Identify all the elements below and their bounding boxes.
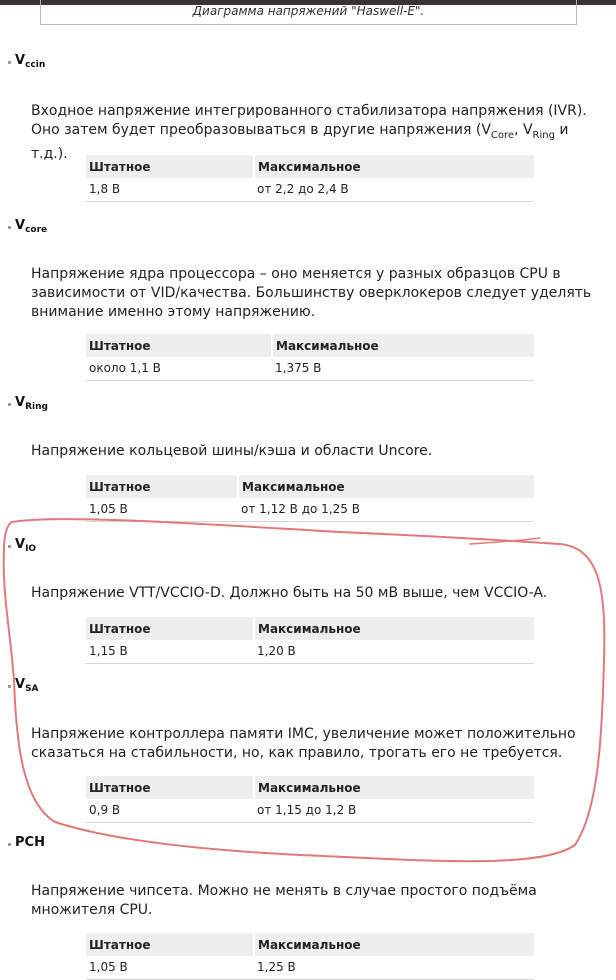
diagram-caption (40, 0, 577, 25)
annotation-stroke-tail (470, 538, 540, 544)
section-title: PCH (15, 835, 45, 850)
section-description: Напряжение контроллера памяти IMC, увеличение может положительно сказаться на стабильности, но, как правило, трогать его не требуется. (31, 726, 576, 761)
header-maximum: Максимальное (254, 933, 534, 956)
standard-value: около 1,1 В (86, 357, 272, 380)
standard-value: 1,15 В (86, 640, 254, 663)
table-row (86, 178, 534, 201)
section-title: $V_{SA}$ (15, 677, 39, 694)
section-title: $V_{IO}$ (15, 537, 37, 554)
table-header-row (86, 334, 534, 357)
bullet-icon (8, 685, 11, 688)
voltage-table (86, 933, 534, 980)
header-standard: Штатное (86, 155, 254, 178)
maximum-value: от 1,12 В до 1,25 В (238, 498, 534, 521)
maximum-value: 1,20 В (254, 640, 534, 663)
header-standard: Штатное (86, 776, 254, 799)
header-maximum: Максимальное (254, 155, 534, 178)
section-title: $V_{ccin}$ (15, 53, 46, 70)
table-row (86, 640, 534, 663)
diagram-caption-text: Диаграмма напряжений "Haswell-E". (192, 4, 425, 18)
maximum-value: 1,375 В (272, 357, 534, 380)
header-standard: Штатное (86, 617, 254, 640)
section-title: $V_{core}$ (15, 218, 48, 235)
bullet-icon (8, 61, 11, 64)
header-maximum: Максимальное (272, 334, 534, 357)
table-header-row (86, 776, 534, 799)
table-header-row (86, 617, 534, 640)
bullet-icon (8, 226, 11, 229)
section-description: Напряжение чипсета. Можно не менять в случае простого подъёма множителя CPU. (31, 883, 537, 918)
table-row (86, 498, 534, 521)
header-maximum: Максимальное (254, 617, 534, 640)
bullet-icon (8, 843, 11, 846)
section-description: Напряжение кольцевой шины/кэша и области Uncore. (31, 443, 433, 459)
table-header-row (86, 933, 534, 956)
voltage-table (86, 617, 534, 664)
table-header-row (86, 475, 534, 498)
section-description: Напряжение ядра процессора – оно меняется у разных образцов CPU в зависимости от VID/качества. Большинству оверклокеров следует уделять внимание именно этому напряжению. (31, 266, 592, 320)
standard-value: 1,8 В (86, 178, 254, 201)
section-description: Входное напряжение интегрированного стабилизатора напряжения (IVR). Оно затем будет преобразовываться в другие напряжения ($V_{Core}$, $V_{Ring}$ и т.д.). (31, 103, 587, 162)
table-row (86, 956, 534, 979)
voltage-table (86, 155, 534, 202)
header-standard: Штатное (86, 334, 272, 357)
header-maximum: Максимальное (238, 475, 534, 498)
voltage-table (86, 776, 534, 823)
bullet-icon (8, 403, 11, 406)
standard-value: 0,9 В (86, 799, 254, 822)
header-standard: Штатное (86, 933, 254, 956)
voltage-table (86, 475, 534, 522)
header-maximum: Максимальное (254, 776, 534, 799)
voltage-table (86, 334, 534, 381)
maximum-value: от 2,2 до 2,4 В (254, 178, 534, 201)
table-row (86, 799, 534, 822)
maximum-value: 1,25 В (254, 956, 534, 979)
header-standard: Штатное (86, 475, 238, 498)
bullet-icon (8, 545, 11, 548)
table-header-row (86, 155, 534, 178)
section-title: $V_{Ring}$ (15, 395, 48, 412)
maximum-value: от 1,15 до 1,2 В (254, 799, 534, 822)
standard-value: 1,05 В (86, 498, 238, 521)
table-row (86, 357, 534, 380)
section-description: Напряжение VTT/VCCIO-D. Должно быть на 50 мВ выше, чем VCCIO-A. (31, 585, 548, 601)
standard-value: 1,05 В (86, 956, 254, 979)
